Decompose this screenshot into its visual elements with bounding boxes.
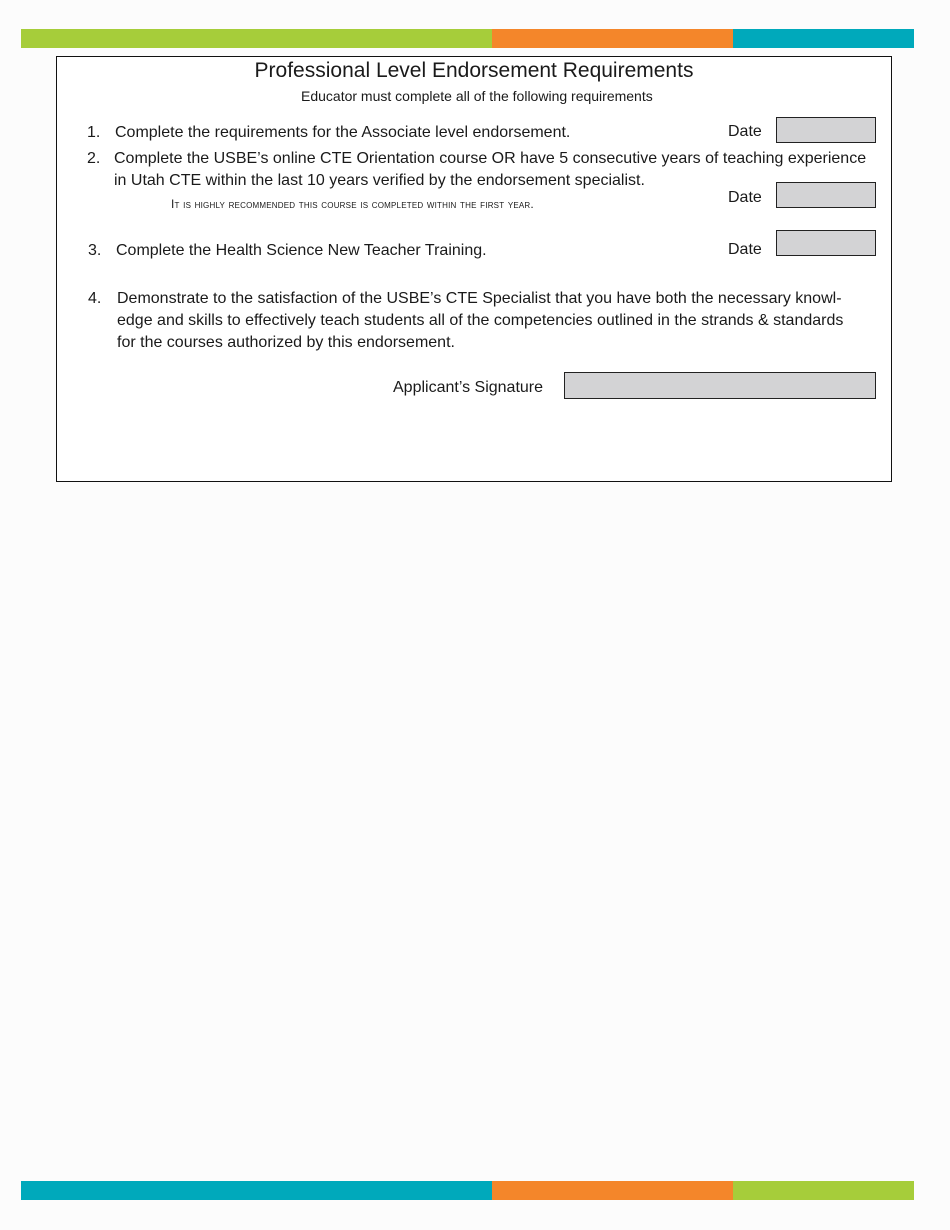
requirement-number: 4. <box>88 290 102 307</box>
top-color-band <box>21 29 914 48</box>
requirement-text-line-2: edge and skills to effectively teach students all of the competencies outlined in the strands & standards <box>117 312 844 329</box>
form-title: Professional Level Endorsement Requirements <box>254 59 694 82</box>
date-label-2: Date <box>728 189 762 206</box>
requirement-text-line-2: in Utah CTE within the last 10 years verified by the endorsement specialist. <box>114 172 645 189</box>
requirement-text-line-1: Demonstrate to the satisfaction of the USBE’s CTE Specialist that you have both the necessary knowl- <box>117 290 842 307</box>
signature-label: Applicant’s Signature <box>393 379 544 396</box>
band-segment-orange <box>492 1181 733 1200</box>
date-label-3: Date <box>728 241 762 258</box>
band-segment-green <box>733 1181 914 1200</box>
date-field-1[interactable] <box>776 117 876 143</box>
band-segment-teal <box>733 29 914 48</box>
recommendation-note: It is highly recommended this course is completed within the first year. <box>171 197 534 211</box>
requirement-number: 1. <box>87 124 101 141</box>
form-subtitle: Educator must complete all of the following requirements <box>301 88 653 104</box>
signature-field[interactable] <box>564 372 876 399</box>
band-segment-green <box>21 29 492 48</box>
requirements-form <box>56 56 892 482</box>
bottom-color-band <box>21 1181 914 1200</box>
requirement-text: Complete the Health Science New Teacher Training. <box>116 242 487 259</box>
band-segment-orange <box>492 29 733 48</box>
date-field-2[interactable] <box>776 182 876 208</box>
requirement-number: 2. <box>87 150 101 167</box>
date-field-3[interactable] <box>776 230 876 256</box>
requirement-text-line-3: for the courses authorized by this endorsement. <box>117 334 455 351</box>
band-segment-teal <box>21 1181 492 1200</box>
requirement-text: Complete the requirements for the Associate level endorsement. <box>115 124 571 141</box>
requirement-number: 3. <box>88 242 102 259</box>
requirement-text-line-1: Complete the USBE’s online CTE Orientation course OR have 5 consecutive years of teaching experience <box>114 150 867 167</box>
date-label-1: Date <box>728 123 762 140</box>
